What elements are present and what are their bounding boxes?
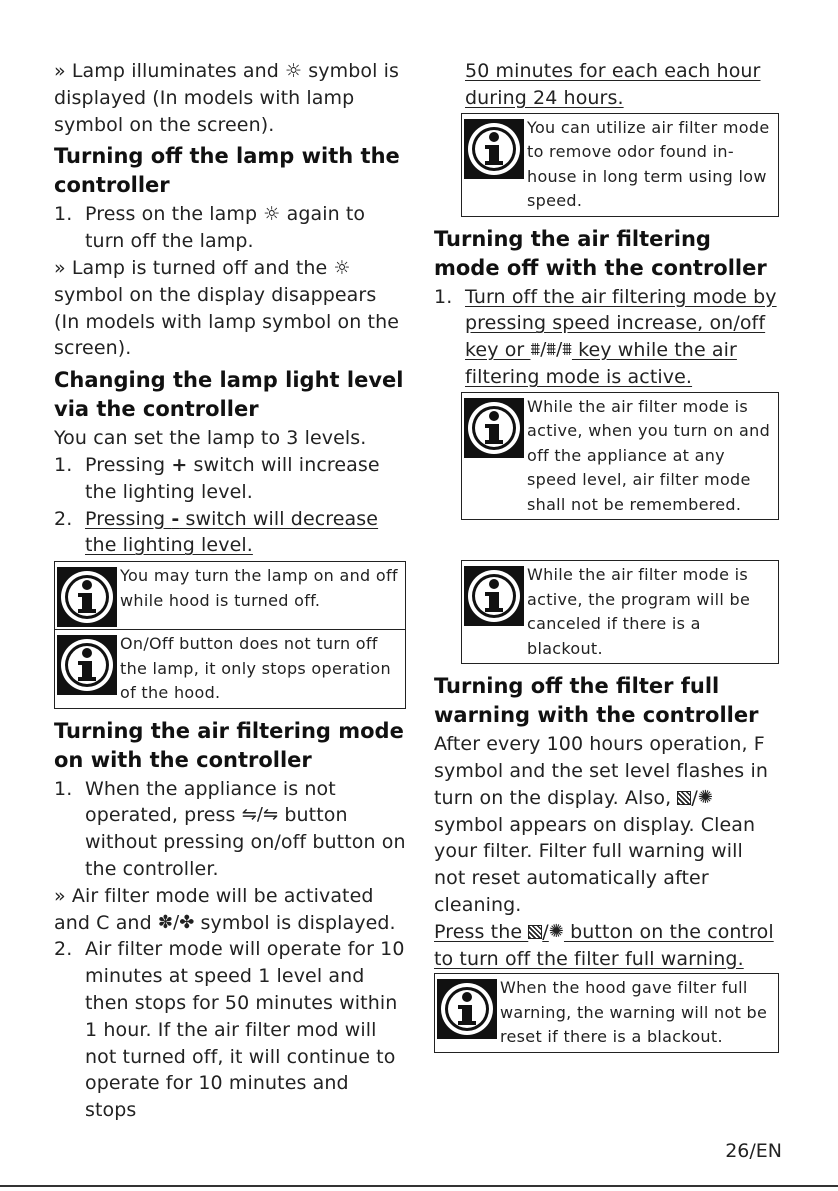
filter-icon: ✽/✤ bbox=[157, 911, 195, 933]
lamp-levels-text: You can set the lamp to 3 levels. bbox=[54, 427, 367, 450]
info-note: You may turn the lamp on and off while hood is turned off. bbox=[54, 561, 406, 630]
info-note: You can utilize air filter mode to remove odor found in-house in long term using low speed. bbox=[461, 113, 779, 217]
list-item: 1. Press on the lamp ☼ again to turn off the lamp. bbox=[54, 203, 366, 253]
info-icon bbox=[464, 398, 524, 458]
filter-full-icon bbox=[677, 791, 691, 805]
list-item: 1. When the appliance is not operated, press ⇋/⇋ button without pressing on/off button on the controller. bbox=[54, 777, 406, 881]
minus-key: - bbox=[171, 507, 180, 530]
info-note: While the air filter mode is active, the program will be canceled if there is a blackout. bbox=[461, 560, 779, 664]
left-column bbox=[54, 58, 406, 1124]
page-number: 26/EN bbox=[725, 1140, 782, 1162]
fan-icon: ⇋/⇋ bbox=[241, 804, 279, 826]
list-item: 2. Air filter mode will operate for 10 minutes at speed 1 level and then stops for 50 minutes within 1 hour. If the air filter mod will not turned off, it will continue to operate for 10 minutes and stops bbox=[54, 938, 405, 1122]
footer-divider bbox=[0, 1185, 838, 1187]
filter-clean-icon: ✺ bbox=[548, 920, 564, 942]
info-icon bbox=[437, 979, 497, 1039]
list-item: 1. Turn off the air filtering mode by pressing speed increase, on/off key or ⩩/⩩/⩩ key while the air filtering mode is active. bbox=[434, 285, 777, 388]
right-column bbox=[434, 58, 779, 1053]
info-icon bbox=[57, 635, 117, 695]
filter-clean-icon: ✺ bbox=[697, 786, 714, 808]
lamp-off-result: » Lamp is turned off and the ☼ symbol on the display disappears (In models with lamp symbol on the screen). bbox=[54, 256, 400, 360]
speed-key-icon: ⩩/⩩/⩩ bbox=[530, 339, 572, 361]
info-icon bbox=[464, 566, 524, 626]
heading-air-filter-on: Turning the air filtering mode on with the controller bbox=[54, 718, 404, 772]
air-filter-result: » Air filter mode will be activated and C and ✽/✤ symbol is displayed. bbox=[54, 884, 396, 934]
info-icon bbox=[57, 567, 117, 627]
lamp-on-result: » Lamp illuminates and ☼ symbol is displayed (In models with lamp symbol on the screen). bbox=[54, 60, 400, 136]
list-item: 2. Pressing - switch will decrease the lighting level. bbox=[54, 507, 379, 557]
filter-warning-text: After every 100 hours operation, F symbol and the set level flashes in turn on the display. Also, /✺ symbol appears on display. Clean your filter. Filter full warning will not reset automatically after cleaning. bbox=[434, 733, 768, 917]
heading-turn-off-lamp: Turning off the lamp with the controller bbox=[54, 144, 400, 198]
info-note: When the hood gave filter full warning, the warning will not be reset if there is a blackout. bbox=[434, 973, 779, 1053]
continuation-text: 50 minutes for each each hour during 24 hours. bbox=[465, 60, 761, 109]
heading-air-filter-off: Turning the air filtering mode off with the controller bbox=[434, 226, 767, 280]
info-note: While the air filter mode is active, when you turn on and off the appliance at any speed level, air filter mode shall not be remembered. bbox=[461, 392, 779, 521]
plus-key: + bbox=[171, 453, 188, 476]
heading-lamp-level: Changing the lamp light level via the controller bbox=[54, 368, 404, 422]
filter-reset-text: Press the /✺ button on the control to turn off the filter full warning. bbox=[434, 920, 774, 970]
heading-filter-warning: Turning off the filter full warning with the controller bbox=[434, 674, 759, 728]
info-note: On/Off button does not turn off the lamp, it only stops operation of the hood. bbox=[54, 630, 406, 709]
info-icon bbox=[464, 119, 524, 179]
list-item: 1. Pressing + switch will increase the lighting level. bbox=[54, 453, 380, 503]
filter-full-icon bbox=[528, 925, 542, 939]
